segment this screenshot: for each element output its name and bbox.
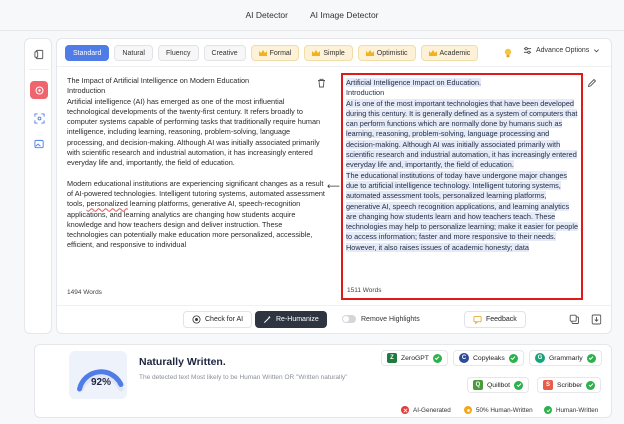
action-divider <box>57 305 611 306</box>
input-word-count: 1494 Words <box>67 289 102 296</box>
result-description: The detected text Most likely to be Human Written OR "Written naturally" <box>139 374 348 381</box>
toggle-label: Remove Highlights <box>361 315 420 323</box>
mode-selector <box>65 45 478 61</box>
grammarly-logo-icon: G <box>535 353 545 363</box>
re-humanize-button[interactable] <box>255 311 327 328</box>
detector-scribber <box>537 377 601 393</box>
output-paragraph: AI is one of the most important technologies that have been developed during this century. It is generally defined as a system of computers that can perform functions which are normally done by humans such as learning, reasoning, problem-solving, language processing and decision-making. Although AI was initially associated primarily with scientific research and industrial automation, it has increasingly entered everyday life and, importantly, the field of education. <box>346 98 578 170</box>
check-icon <box>544 406 552 414</box>
legend-label: AI-Generated <box>413 406 451 414</box>
mode-formal[interactable] <box>251 45 300 61</box>
advance-options-label: Advance Options <box>536 47 590 54</box>
feedback-icon <box>473 315 482 324</box>
mode-standard[interactable] <box>65 45 109 61</box>
edit-icon[interactable] <box>587 78 597 88</box>
mode-label: Natural <box>122 49 145 57</box>
output-title: Artificial Intelligence Impact on Education. <box>346 78 482 87</box>
lightbulb-icon[interactable] <box>502 47 514 59</box>
mode-label: Academic <box>439 49 471 57</box>
crown-icon <box>312 50 320 56</box>
advance-options-dropdown[interactable] <box>523 46 600 55</box>
mode-fluency[interactable] <box>158 45 199 61</box>
legend-human-written <box>544 406 598 414</box>
detector-name: Quillbot <box>487 381 511 389</box>
input-title: The Impact of Artificial Intelligence on Modern Education <box>67 76 250 85</box>
download-icon[interactable] <box>591 314 602 325</box>
mode-label: Fluency <box>166 49 191 57</box>
nav-ai-image-detector[interactable]: AI Image Detector <box>310 10 379 20</box>
output-heading: Introduction <box>346 88 385 98</box>
zerogpt-logo-icon: Z <box>387 353 397 363</box>
copy-icon[interactable] <box>569 314 580 325</box>
scribber-logo-icon: S <box>543 380 553 390</box>
legend-half-human <box>464 406 533 414</box>
input-paragraph: Artificial intelligence (AI) has emerged as one of the most influential technological developments of the twenty-first century. It refers broadly to computer systems capable of performing tasks that traditionally require human intelligence, including learning, reasoning, problem-solving, language processing, and decision-making. Although AI was initially associated primarily with scientific research and industrial automation, it has increasingly entered everyday life and, importantly, the field of education. <box>67 96 321 168</box>
input-paragraph <box>67 179 325 251</box>
detector-name: ZeroGPT <box>401 354 429 362</box>
crown-icon <box>429 50 437 56</box>
arrow-left-icon: ⟵ <box>327 181 340 191</box>
detector-quillbot <box>467 377 529 393</box>
half-icon <box>464 406 472 414</box>
button-label: Check for AI <box>205 316 244 323</box>
remove-highlights-toggle[interactable] <box>342 315 420 323</box>
scan-icon <box>34 113 45 124</box>
sidebar-item-image[interactable] <box>30 135 48 153</box>
top-divider <box>0 30 624 31</box>
detector-name: Grammarly <box>549 354 583 362</box>
image-search-icon <box>34 139 45 150</box>
sidebar-divider <box>29 69 49 70</box>
magic-wand-icon <box>263 315 272 324</box>
check-icon <box>509 354 518 363</box>
detector-name: Scribber <box>557 381 583 389</box>
output-text-area[interactable] <box>341 73 583 300</box>
text-span: learning platforms, generative AI, speech-recognition applications, and learning analytics are changing how students acquire knowledge and how teachers design and deliver instruction. These technologies can potentially make education more personalized, accessible, efficient, and responsive to individual <box>67 199 313 250</box>
chevron-down-icon <box>593 47 600 54</box>
mode-academic[interactable] <box>421 45 479 61</box>
output-word-count: 1511 Words <box>347 286 382 294</box>
text-span: Modern educational institutions are experiencing significant changes as a result of AI-powered technologies. Intelligent tutoring systems, automated assessment tools, <box>67 178 325 209</box>
mode-creative[interactable] <box>204 45 246 61</box>
crown-icon <box>366 50 374 56</box>
mode-optimistic[interactable] <box>358 45 416 61</box>
human-score-percent: 92% <box>90 377 111 388</box>
nav-ai-detector[interactable]: AI Detector <box>245 10 288 20</box>
toggle-switch[interactable] <box>342 315 356 323</box>
detector-grammarly <box>529 350 602 366</box>
top-nav <box>0 0 624 30</box>
legend-label: 50% Human-Written <box>476 406 533 414</box>
output-paragraph: The educational institutions of today have undergone major changes due to artificial intelligence technology. Intelligent tutoring systems, automated assessment tools, personalized learning platforms, generative AI, speech recognition applications, and learning analytics are changing how students learn and how teachers teach. These technologies may help to personalize learning; make it easier for people to access information; faster and more responsive to their needs. However, it also raises issues of academic honesty; data <box>346 170 579 252</box>
mode-simple[interactable] <box>304 45 352 61</box>
check-icon <box>587 354 596 363</box>
check-icon <box>586 381 595 390</box>
x-icon <box>401 406 409 414</box>
mode-natural[interactable] <box>114 45 153 61</box>
legend-ai-generated <box>401 406 451 414</box>
check-icon <box>514 381 523 390</box>
sidebar-item-document[interactable] <box>30 45 48 63</box>
toolbar-divider <box>57 66 611 67</box>
input-heading: Introduction <box>67 86 106 96</box>
editor-card <box>56 38 612 334</box>
button-label: Re-Humanize <box>276 316 319 323</box>
feedback-button[interactable] <box>464 311 526 328</box>
mode-label: Creative <box>211 49 238 57</box>
mode-label: Simple <box>323 49 345 57</box>
button-label: Feedback <box>486 316 517 323</box>
spelling-flag[interactable]: personalized <box>86 199 128 209</box>
mode-label: Formal <box>269 49 292 57</box>
trash-icon[interactable] <box>317 78 326 88</box>
mode-label: Optimistic <box>376 49 408 57</box>
legend-label: Human-Written <box>556 406 599 414</box>
copyleaks-logo-icon: C <box>459 353 469 363</box>
sidebar-item-scan[interactable] <box>30 109 48 127</box>
quillbot-logo-icon: Q <box>473 380 483 390</box>
tool-sidebar <box>24 38 52 334</box>
detector-copyleaks <box>453 350 524 366</box>
document-icon <box>34 49 45 60</box>
sidebar-item-humanizer[interactable] <box>30 81 48 99</box>
ai-scan-icon <box>192 315 201 324</box>
result-title: Naturally Written. <box>139 356 226 368</box>
check-icon <box>433 354 442 363</box>
detector-zerogpt <box>381 350 448 366</box>
brain-icon <box>34 85 45 96</box>
crown-icon <box>259 50 267 56</box>
detector-name: Copyleaks <box>473 354 505 362</box>
mode-label: Standard <box>73 49 102 57</box>
sliders-icon <box>523 46 532 55</box>
input-text-area[interactable] <box>67 76 325 284</box>
human-score-gauge <box>71 351 131 407</box>
check-for-ai-button[interactable] <box>183 311 252 328</box>
